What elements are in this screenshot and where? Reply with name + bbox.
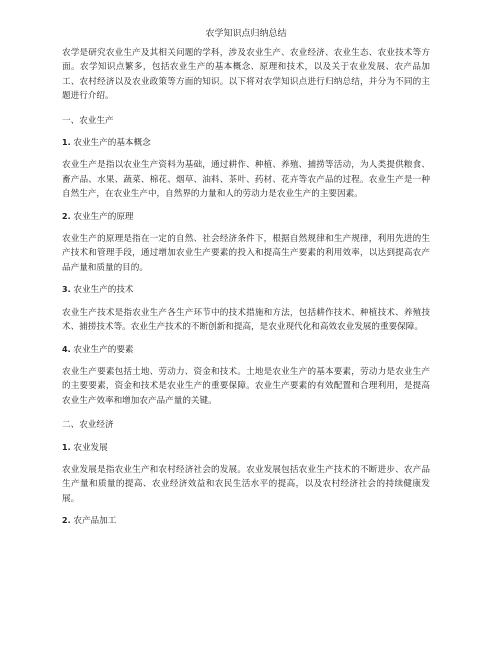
subsection-title: 农产品加工 bbox=[73, 516, 117, 527]
subsection-1-1-text: 农业生产是指以农业生产资料为基础，通过耕作、种植、养殖、捕捞等活动，为人类提供粮食、畜产品、水果、蔬菜、棉花、烟草、油料、茶叶、药材、花卉等农产品的过程。农业生产是一种自然生产，在农业生产中，自然界的力量和人的劳动力是农业生产的主要因素。 bbox=[62, 160, 430, 200]
intro-paragraph: 农学是研究农业生产及其相关问题的学科，涉及农业生产、农业经济、农业生态、农业技术等方面。农学知识点繁多，包括农业生产的基本概念、原理和技术，以及关于农业发展、农产品加工、农村经济以及农业政策等方面的知识。以下将对农学知识点进行归纳总结，并分为不同的主题进行介绍。 bbox=[62, 48, 430, 102]
subsection-title: 农业生产的原理 bbox=[73, 211, 134, 222]
subsection-number: 4. bbox=[62, 344, 71, 354]
subsection-1-3-heading bbox=[62, 283, 430, 297]
subsection-1-1-heading bbox=[62, 136, 430, 150]
document-title: 农学知识点归纳总结 bbox=[205, 29, 287, 39]
subsection-1-4-text: 农业生产要素包括土地、劳动力、资金和技术。土地是农业生产的基本要素，劳动力是农业生产的主要要素，资金和技术是农业生产的重要保障。农业生产要素的有效配置和合理利用，是提高农业生产效率和增加农产品产量的关键。 bbox=[62, 366, 430, 406]
subsection-title: 农业发展 bbox=[73, 442, 108, 453]
section-1-heading: 一、农业生产 bbox=[62, 115, 114, 126]
section-2-heading: 二、农业经济 bbox=[62, 420, 114, 431]
subsection-number: 1. bbox=[62, 138, 71, 148]
subsection-2-1-heading bbox=[62, 441, 430, 455]
subsection-title: 农业生产的基本概念 bbox=[73, 138, 151, 149]
subsection-1-4-heading bbox=[62, 343, 430, 357]
subsection-number: 3. bbox=[62, 285, 71, 295]
subsection-1-2-text: 农业生产的原理是指在一定的自然、社会经济条件下，根据自然规律和生产规律，利用先进的生产技术和管理手段，通过增加农业生产要素的投入和提高生产要素的利用效率，以达到提高农产品产量和质量的目的。 bbox=[62, 234, 430, 273]
subsection-2-2-heading bbox=[62, 514, 430, 528]
subsection-number: 2. bbox=[62, 211, 71, 221]
subsection-2-1-text: 农业发展是指农业生产和农村经济社会的发展。农业发展包括农业生产技术的不断进步、农产品生产量和质量的提高、农业经济效益和农民生活水平的提高，以及农村经济社会的持续健康发展。 bbox=[62, 464, 430, 504]
subsection-1-2-heading bbox=[62, 210, 430, 224]
subsection-number: 1. bbox=[62, 442, 71, 452]
subsection-1-3-text: 农业生产技术是指农业生产各生产环节中的技术措施和方法，包括耕作技术、种植技术、养殖技术、捕捞技术等。农业生产技术的不断创新和提高，是农业现代化和高效农业发展的重要保障。 bbox=[62, 307, 430, 333]
subsection-title: 农业生产的要素 bbox=[73, 344, 134, 355]
subsection-number: 2. bbox=[62, 516, 71, 526]
subsection-title: 农业生产的技术 bbox=[73, 285, 134, 296]
